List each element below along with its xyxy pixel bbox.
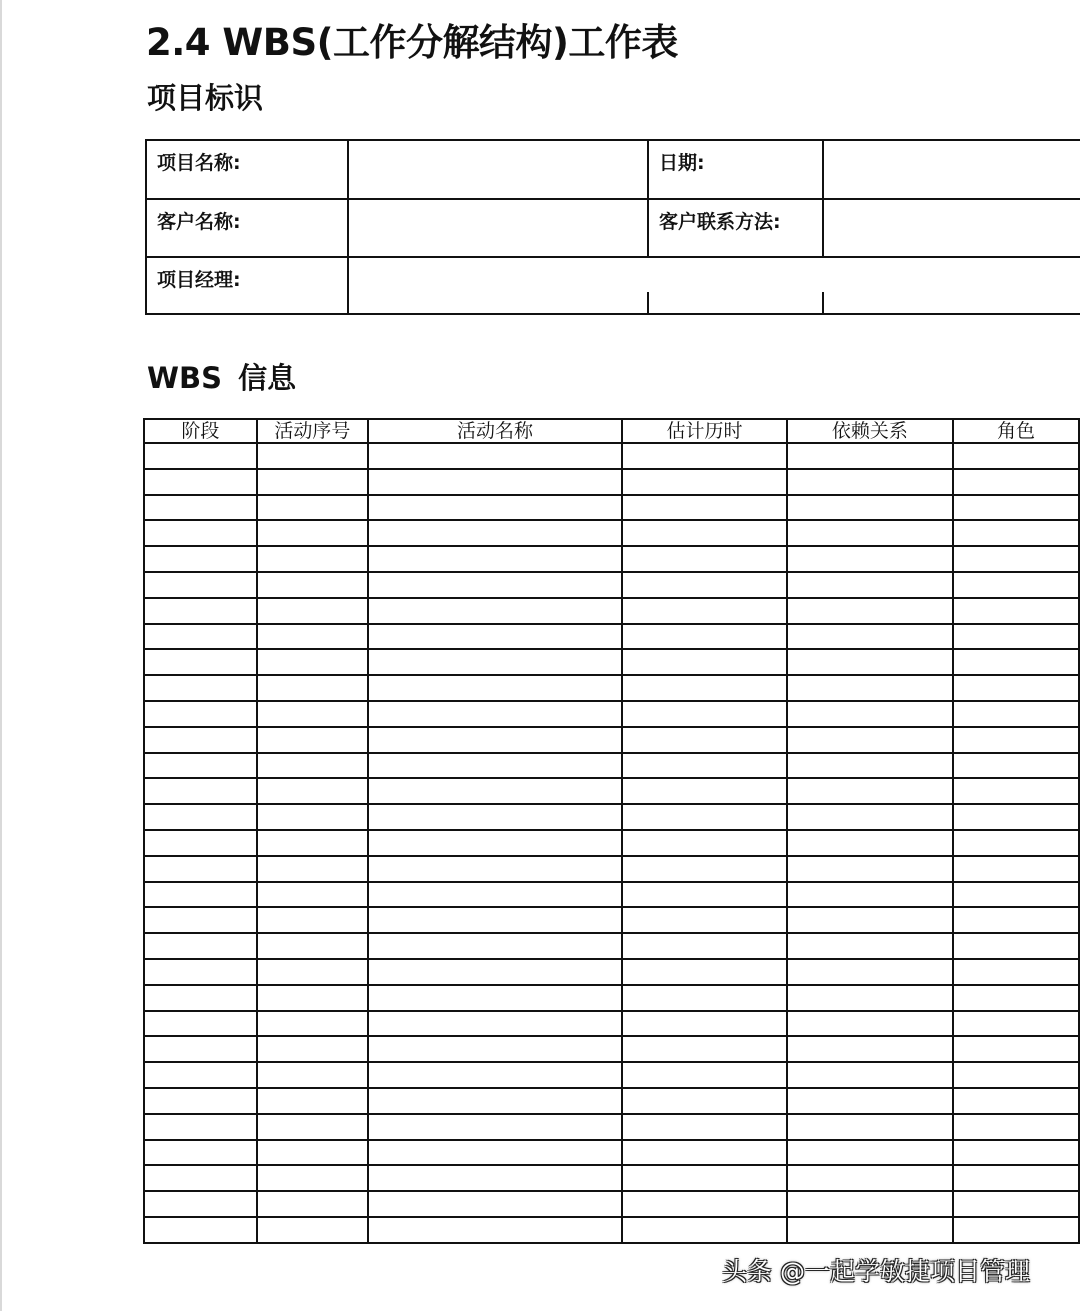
table-row bbox=[144, 882, 1079, 908]
table-cell[interactable] bbox=[787, 1114, 953, 1140]
table-cell[interactable] bbox=[368, 1191, 622, 1217]
table-cell[interactable] bbox=[787, 882, 953, 908]
table-cell[interactable] bbox=[257, 1011, 368, 1037]
table-cell[interactable] bbox=[368, 804, 622, 830]
table-cell[interactable] bbox=[787, 959, 953, 985]
table-row bbox=[144, 520, 1079, 546]
table-cell[interactable] bbox=[368, 1165, 622, 1191]
table-cell[interactable] bbox=[144, 856, 257, 882]
table-cell[interactable] bbox=[953, 804, 1079, 830]
table-cell[interactable] bbox=[144, 701, 257, 727]
table-cell[interactable] bbox=[953, 1088, 1079, 1114]
table-cell[interactable] bbox=[787, 495, 953, 521]
table-cell[interactable] bbox=[953, 1114, 1079, 1140]
table-cell[interactable] bbox=[257, 495, 368, 521]
table-cell[interactable] bbox=[144, 1165, 257, 1191]
table-cell[interactable] bbox=[144, 882, 257, 908]
table-cell[interactable] bbox=[953, 1165, 1079, 1191]
table-cell[interactable] bbox=[368, 495, 622, 521]
table-cell[interactable] bbox=[257, 753, 368, 779]
table-cell[interactable] bbox=[953, 443, 1079, 469]
table-cell[interactable] bbox=[622, 1165, 787, 1191]
table-cell[interactable] bbox=[368, 933, 622, 959]
table-cell[interactable] bbox=[257, 804, 368, 830]
table-cell[interactable] bbox=[368, 1217, 622, 1243]
table-cell[interactable] bbox=[622, 624, 787, 650]
table-cell[interactable] bbox=[257, 675, 368, 701]
date-field[interactable] bbox=[822, 139, 1080, 198]
table-cell[interactable] bbox=[622, 804, 787, 830]
table-cell[interactable] bbox=[787, 1191, 953, 1217]
table-row bbox=[144, 598, 1079, 624]
table-cell[interactable] bbox=[257, 1217, 368, 1243]
table-row bbox=[144, 727, 1079, 753]
table-row bbox=[144, 1165, 1079, 1191]
column-header-activity-number: 活动序号 bbox=[257, 419, 368, 443]
table-cell[interactable] bbox=[787, 830, 953, 856]
table-cell[interactable] bbox=[144, 546, 257, 572]
client-name-label: 客户名称: bbox=[145, 198, 347, 257]
table-cell[interactable] bbox=[953, 753, 1079, 779]
table-cell[interactable] bbox=[953, 624, 1079, 650]
table-cell[interactable] bbox=[368, 520, 622, 546]
table-cell[interactable] bbox=[787, 1140, 953, 1166]
table-cell[interactable] bbox=[368, 882, 622, 908]
table-cell[interactable] bbox=[622, 598, 787, 624]
table-cell[interactable] bbox=[257, 830, 368, 856]
table-cell[interactable] bbox=[622, 1140, 787, 1166]
table-cell[interactable] bbox=[622, 675, 787, 701]
table-cell[interactable] bbox=[144, 727, 257, 753]
cell-divider-mark bbox=[647, 292, 649, 315]
table-cell[interactable] bbox=[787, 520, 953, 546]
table-cell[interactable] bbox=[144, 778, 257, 804]
table-cell[interactable] bbox=[622, 443, 787, 469]
table-cell[interactable] bbox=[953, 1217, 1079, 1243]
table-row bbox=[144, 675, 1079, 701]
table-cell[interactable] bbox=[787, 443, 953, 469]
table-cell[interactable] bbox=[257, 907, 368, 933]
table-row bbox=[144, 469, 1079, 495]
table-cell[interactable] bbox=[257, 727, 368, 753]
table-cell[interactable] bbox=[368, 469, 622, 495]
table-cell[interactable] bbox=[953, 1011, 1079, 1037]
table-cell[interactable] bbox=[368, 1036, 622, 1062]
table-cell[interactable] bbox=[257, 933, 368, 959]
table-row bbox=[144, 624, 1079, 650]
column-header-role: 角色 bbox=[953, 419, 1079, 443]
table-cell[interactable] bbox=[144, 443, 257, 469]
table-cell[interactable] bbox=[257, 546, 368, 572]
table-cell[interactable] bbox=[787, 753, 953, 779]
table-cell[interactable] bbox=[787, 804, 953, 830]
table-cell[interactable] bbox=[622, 572, 787, 598]
table-cell[interactable] bbox=[144, 985, 257, 1011]
table-cell[interactable] bbox=[953, 701, 1079, 727]
table-row bbox=[144, 753, 1079, 779]
table-cell[interactable] bbox=[144, 520, 257, 546]
table-cell[interactable] bbox=[953, 933, 1079, 959]
table-cell[interactable] bbox=[368, 856, 622, 882]
table-cell[interactable] bbox=[953, 1036, 1079, 1062]
table-row bbox=[144, 546, 1079, 572]
table-cell[interactable] bbox=[622, 1062, 787, 1088]
table-cell[interactable] bbox=[787, 1217, 953, 1243]
table-cell[interactable] bbox=[787, 469, 953, 495]
table-cell[interactable] bbox=[144, 933, 257, 959]
table-cell[interactable] bbox=[144, 598, 257, 624]
table-row bbox=[144, 443, 1079, 469]
table-cell[interactable] bbox=[368, 1011, 622, 1037]
project-identification-heading: 项目标识 bbox=[147, 81, 264, 115]
table-cell[interactable] bbox=[368, 675, 622, 701]
table-cell[interactable] bbox=[787, 546, 953, 572]
table-cell[interactable] bbox=[622, 469, 787, 495]
table-cell[interactable] bbox=[953, 675, 1079, 701]
table-cell[interactable] bbox=[257, 469, 368, 495]
table-cell[interactable] bbox=[953, 778, 1079, 804]
table-cell[interactable] bbox=[368, 778, 622, 804]
table-cell[interactable] bbox=[622, 546, 787, 572]
table-cell[interactable] bbox=[257, 1036, 368, 1062]
table-row bbox=[144, 1140, 1079, 1166]
table-cell[interactable] bbox=[257, 882, 368, 908]
table-cell[interactable] bbox=[257, 1114, 368, 1140]
table-cell[interactable] bbox=[787, 985, 953, 1011]
table-row bbox=[144, 1114, 1079, 1140]
table-cell[interactable] bbox=[622, 856, 787, 882]
table-cell[interactable] bbox=[257, 520, 368, 546]
table-cell[interactable] bbox=[144, 649, 257, 675]
table-row bbox=[144, 701, 1079, 727]
table-cell[interactable] bbox=[368, 727, 622, 753]
table-cell[interactable] bbox=[622, 1088, 787, 1114]
table-cell[interactable] bbox=[144, 907, 257, 933]
table-cell[interactable] bbox=[953, 959, 1079, 985]
table-cell[interactable] bbox=[787, 778, 953, 804]
table-cell[interactable] bbox=[787, 907, 953, 933]
table-cell[interactable] bbox=[787, 701, 953, 727]
table-cell[interactable] bbox=[787, 1011, 953, 1037]
table-cell[interactable] bbox=[622, 985, 787, 1011]
table-cell[interactable] bbox=[257, 985, 368, 1011]
table-cell[interactable] bbox=[787, 572, 953, 598]
table-cell[interactable] bbox=[622, 882, 787, 908]
table-row bbox=[144, 804, 1079, 830]
table-cell[interactable] bbox=[953, 882, 1079, 908]
table-cell[interactable] bbox=[144, 830, 257, 856]
table-cell[interactable] bbox=[257, 572, 368, 598]
wbs-header-row bbox=[144, 419, 1079, 443]
table-cell[interactable] bbox=[787, 649, 953, 675]
table-cell[interactable] bbox=[622, 701, 787, 727]
table-row bbox=[144, 933, 1079, 959]
wbs-table-body bbox=[144, 443, 1079, 1243]
project-name-field[interactable] bbox=[347, 139, 647, 198]
table-cell[interactable] bbox=[368, 701, 622, 727]
client-name-field[interactable] bbox=[347, 198, 647, 257]
table-cell[interactable] bbox=[787, 856, 953, 882]
table-cell[interactable] bbox=[622, 959, 787, 985]
table-cell[interactable] bbox=[622, 727, 787, 753]
table-cell[interactable] bbox=[953, 727, 1079, 753]
table-cell[interactable] bbox=[144, 1114, 257, 1140]
document-title: 2.4 WBS(工作分解结构)工作表 bbox=[146, 21, 678, 64]
table-cell[interactable] bbox=[368, 907, 622, 933]
table-cell[interactable] bbox=[953, 598, 1079, 624]
table-row bbox=[144, 830, 1079, 856]
table-cell[interactable] bbox=[953, 520, 1079, 546]
table-cell[interactable] bbox=[144, 1191, 257, 1217]
table-cell[interactable] bbox=[257, 1062, 368, 1088]
table-row bbox=[144, 778, 1079, 804]
table-cell[interactable] bbox=[953, 1140, 1079, 1166]
project-manager-label: 项目经理: bbox=[145, 256, 347, 315]
table-cell[interactable] bbox=[144, 804, 257, 830]
table-row bbox=[144, 985, 1079, 1011]
table-cell[interactable] bbox=[257, 1165, 368, 1191]
table-row bbox=[144, 1062, 1079, 1088]
table-cell[interactable] bbox=[953, 495, 1079, 521]
table-row bbox=[144, 495, 1079, 521]
table-cell[interactable] bbox=[787, 598, 953, 624]
column-header-activity-name: 活动名称 bbox=[368, 419, 622, 443]
table-cell[interactable] bbox=[368, 572, 622, 598]
table-cell[interactable] bbox=[144, 1140, 257, 1166]
table-cell[interactable] bbox=[144, 753, 257, 779]
table-cell[interactable] bbox=[368, 443, 622, 469]
table-cell[interactable] bbox=[368, 624, 622, 650]
table-cell[interactable] bbox=[953, 1191, 1079, 1217]
table-cell[interactable] bbox=[953, 907, 1079, 933]
table-cell[interactable] bbox=[622, 1011, 787, 1037]
table-row bbox=[144, 1191, 1079, 1217]
table-cell[interactable] bbox=[953, 985, 1079, 1011]
table-cell[interactable] bbox=[257, 1088, 368, 1114]
column-header-phase: 阶段 bbox=[144, 419, 257, 443]
table-cell[interactable] bbox=[144, 495, 257, 521]
table-cell[interactable] bbox=[622, 1036, 787, 1062]
project-manager-field[interactable] bbox=[347, 256, 1080, 315]
table-cell[interactable] bbox=[787, 1165, 953, 1191]
table-cell[interactable] bbox=[144, 675, 257, 701]
table-cell[interactable] bbox=[622, 778, 787, 804]
table-row bbox=[144, 1217, 1079, 1243]
table-cell[interactable] bbox=[787, 1062, 953, 1088]
page-edge bbox=[0, 0, 2, 1311]
table-cell[interactable] bbox=[257, 701, 368, 727]
table-cell[interactable] bbox=[953, 1062, 1079, 1088]
table-cell[interactable] bbox=[787, 933, 953, 959]
column-header-estimated-duration: 估计历时 bbox=[622, 419, 787, 443]
cell-divider-mark bbox=[822, 292, 824, 315]
form-row-project-name bbox=[145, 139, 1080, 198]
client-contact-field[interactable] bbox=[822, 198, 1080, 257]
table-cell[interactable] bbox=[257, 624, 368, 650]
date-label: 日期: bbox=[647, 139, 822, 198]
table-cell[interactable] bbox=[953, 546, 1079, 572]
table-cell[interactable] bbox=[368, 598, 622, 624]
table-row bbox=[144, 649, 1079, 675]
table-cell[interactable] bbox=[368, 830, 622, 856]
table-cell[interactable] bbox=[144, 959, 257, 985]
table-cell[interactable] bbox=[144, 1036, 257, 1062]
wbs-info-heading: WBS 信息 bbox=[147, 361, 297, 395]
table-row bbox=[144, 1011, 1079, 1037]
table-cell[interactable] bbox=[257, 1191, 368, 1217]
table-cell[interactable] bbox=[257, 959, 368, 985]
table-cell[interactable] bbox=[622, 520, 787, 546]
table-cell[interactable] bbox=[368, 1114, 622, 1140]
table-cell[interactable] bbox=[144, 1011, 257, 1037]
table-cell[interactable] bbox=[368, 1140, 622, 1166]
table-cell[interactable] bbox=[257, 1140, 368, 1166]
table-cell[interactable] bbox=[953, 572, 1079, 598]
table-cell[interactable] bbox=[368, 1088, 622, 1114]
table-cell[interactable] bbox=[622, 649, 787, 675]
table-row bbox=[144, 572, 1079, 598]
table-cell[interactable] bbox=[787, 1088, 953, 1114]
table-row bbox=[144, 856, 1079, 882]
form-row-project-manager bbox=[145, 256, 1080, 315]
table-cell[interactable] bbox=[787, 1036, 953, 1062]
table-cell[interactable] bbox=[368, 753, 622, 779]
table-cell[interactable] bbox=[144, 469, 257, 495]
table-cell[interactable] bbox=[622, 907, 787, 933]
table-cell[interactable] bbox=[622, 753, 787, 779]
project-name-label: 项目名称: bbox=[145, 139, 347, 198]
table-cell[interactable] bbox=[144, 1217, 257, 1243]
table-cell[interactable] bbox=[257, 598, 368, 624]
table-cell[interactable] bbox=[622, 1191, 787, 1217]
table-cell[interactable] bbox=[257, 443, 368, 469]
table-row bbox=[144, 1036, 1079, 1062]
table-cell[interactable] bbox=[622, 830, 787, 856]
table-cell[interactable] bbox=[368, 959, 622, 985]
column-header-dependencies: 依赖关系 bbox=[787, 419, 953, 443]
table-cell[interactable] bbox=[953, 469, 1079, 495]
table-cell[interactable] bbox=[622, 933, 787, 959]
table-cell[interactable] bbox=[257, 778, 368, 804]
table-cell[interactable] bbox=[953, 649, 1079, 675]
table-cell[interactable] bbox=[953, 856, 1079, 882]
wbs-table bbox=[143, 418, 1080, 1244]
table-cell[interactable] bbox=[257, 649, 368, 675]
table-cell[interactable] bbox=[787, 675, 953, 701]
table-cell[interactable] bbox=[622, 1217, 787, 1243]
watermark-text: 头条 @一起学敏捷项目管理 bbox=[722, 1257, 1030, 1286]
table-cell[interactable] bbox=[368, 546, 622, 572]
table-cell[interactable] bbox=[144, 624, 257, 650]
table-cell[interactable] bbox=[368, 1062, 622, 1088]
form-row-client-name bbox=[145, 198, 1080, 257]
table-cell[interactable] bbox=[144, 1088, 257, 1114]
table-cell[interactable] bbox=[144, 1062, 257, 1088]
table-cell[interactable] bbox=[622, 1114, 787, 1140]
table-row bbox=[144, 907, 1079, 933]
table-row bbox=[144, 959, 1079, 985]
table-cell[interactable] bbox=[368, 649, 622, 675]
table-cell[interactable] bbox=[787, 727, 953, 753]
table-row bbox=[144, 1088, 1079, 1114]
table-cell[interactable] bbox=[622, 495, 787, 521]
client-contact-label: 客户联系方法: bbox=[647, 198, 822, 257]
project-identification-form bbox=[145, 139, 1080, 315]
table-cell[interactable] bbox=[368, 985, 622, 1011]
table-cell[interactable] bbox=[144, 572, 257, 598]
table-cell[interactable] bbox=[257, 856, 368, 882]
table-cell[interactable] bbox=[787, 624, 953, 650]
table-cell[interactable] bbox=[953, 830, 1079, 856]
